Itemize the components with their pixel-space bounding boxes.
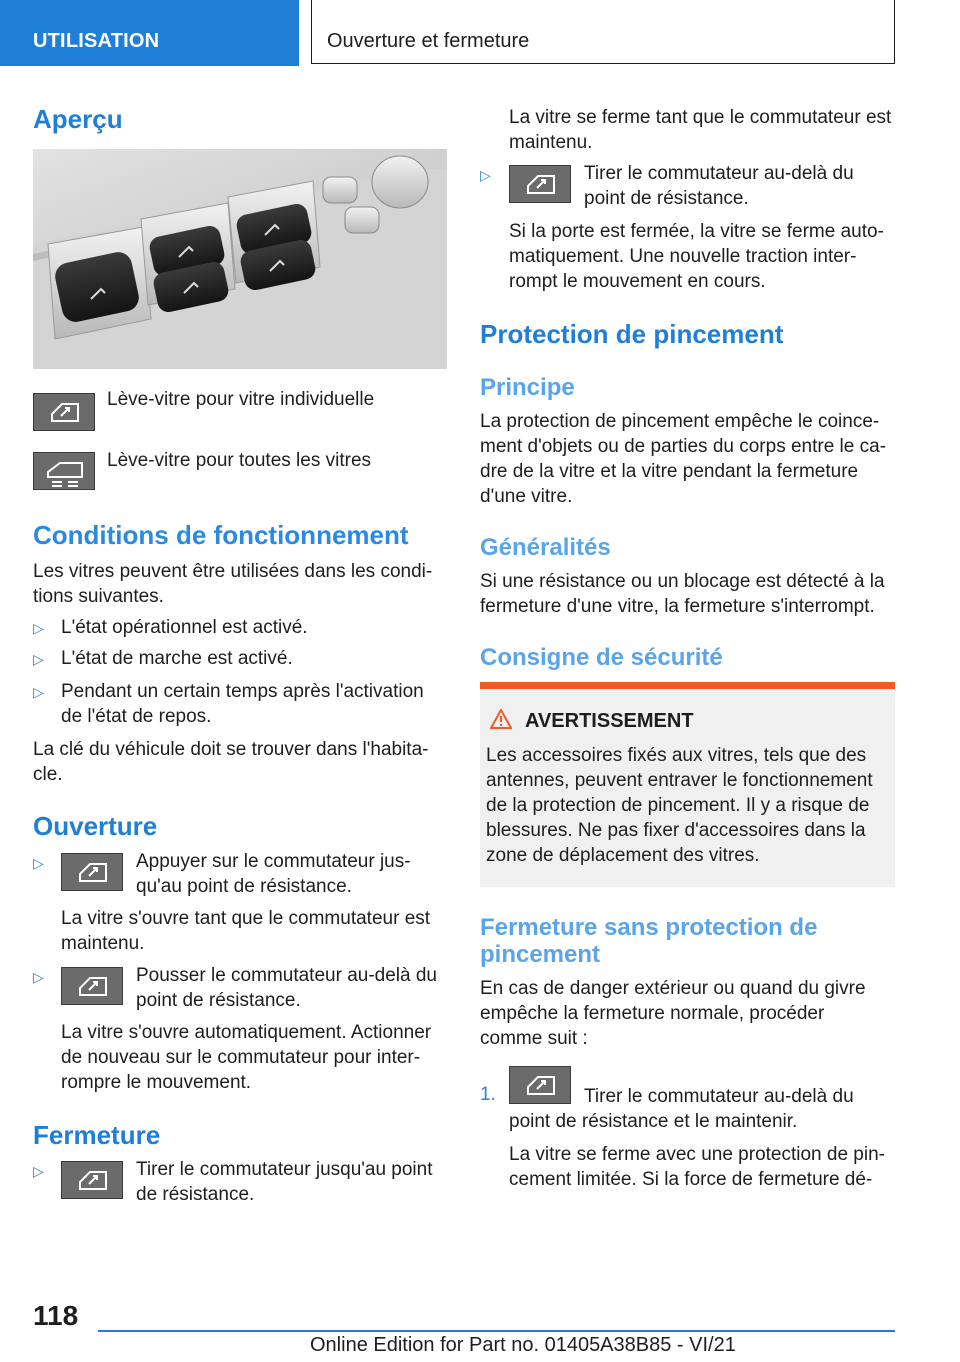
all-windows-switch-icon xyxy=(33,452,95,490)
fermeture-heading: Fermeture xyxy=(33,1120,161,1150)
window-open-switch-icon xyxy=(61,853,123,891)
step1-text-second: point de résistance et le maintenir. xyxy=(509,1111,798,1132)
text-line: qu'au point de résistance. xyxy=(136,876,352,897)
conditions-item xyxy=(61,679,424,729)
text-line: La vitre s'ouvre tant que le commutateur est xyxy=(61,908,431,929)
bullet-triangle-icon: ▷ xyxy=(33,969,44,985)
text-line: maintenu. xyxy=(509,132,593,153)
text-line: d'une vitre. xyxy=(480,486,573,507)
heading-line: pincement xyxy=(480,941,601,968)
principe-heading: Principe xyxy=(480,374,575,401)
ouverture-item-text xyxy=(136,963,437,1013)
header-section-tab xyxy=(0,0,299,66)
text-line: Pousser le commutateur au-delà du xyxy=(136,965,437,986)
text-line: rompre le mouvement. xyxy=(61,1072,252,1093)
bullet-triangle-icon: ▷ xyxy=(480,167,491,183)
step1-text-first: Tirer le commutateur au-delà du xyxy=(584,1086,854,1107)
step1-sub xyxy=(509,1142,885,1192)
ouverture-item-sub xyxy=(61,1020,431,1095)
text-line: La vitre s'ouvre automatiquement. Actionner xyxy=(61,1022,432,1043)
text-line: En cas de danger extérieur ou quand du givre xyxy=(480,978,866,999)
consigne-heading: Consigne de sécurité xyxy=(480,644,723,671)
bullet-triangle-icon: ▷ xyxy=(33,855,44,871)
generalites-text xyxy=(480,569,885,619)
text-line: Les accessoires fixés aux vitres, tels que des xyxy=(486,745,867,766)
text-line: Les vitres peuvent être utilisées dans les condi- xyxy=(33,561,433,582)
text-line: de la protection de pincement. Il y a risque de xyxy=(486,795,870,816)
text-line: empêche la fermeture normale, procéder xyxy=(480,1003,825,1024)
text-line: Tirer le commutateur au-delà du xyxy=(584,163,854,184)
text-line: La protection de pincement empêche le coince- xyxy=(480,411,880,432)
window-close-auto-switch-icon xyxy=(509,165,571,203)
header-topic-label: Ouverture et fermeture xyxy=(327,30,530,52)
single-window-switch-icon xyxy=(33,393,95,431)
text-line: ment d'objets ou de parties du corps entre le ca- xyxy=(480,436,887,457)
text-line: Tirer le commutateur jusqu'au point xyxy=(136,1159,433,1180)
bullet-triangle-icon: ▷ xyxy=(33,651,44,667)
window-close-hold-switch-icon xyxy=(509,1066,571,1104)
text-line: de nouveau sur le commutateur pour inter- xyxy=(61,1047,421,1068)
text-line: zone de déplacement des vitres. xyxy=(486,845,760,866)
footer-divider xyxy=(98,1330,895,1332)
conditions-item: L'état opérationnel est activé. xyxy=(61,617,308,638)
bullet-triangle-icon: ▷ xyxy=(33,620,44,636)
principe-text xyxy=(480,409,886,509)
page-number: 118 xyxy=(33,1300,79,1331)
text-line: point de résistance. xyxy=(136,990,301,1011)
fermeture-item2-text xyxy=(584,161,854,211)
generalites-heading: Généralités xyxy=(480,534,611,561)
text-line: cement limitée. Si la force de fermeture dé- xyxy=(509,1169,873,1190)
heading-line: Fermeture sans protection de xyxy=(480,914,818,941)
header-topic-box xyxy=(311,0,895,64)
fermeture-item2-sub xyxy=(509,219,884,294)
text-line: de résistance. xyxy=(136,1184,255,1205)
conditions-outro xyxy=(33,737,428,787)
ouverture-item-text xyxy=(136,849,411,899)
legend-all-text: Lève-vitre pour toutes les vitres xyxy=(107,450,372,471)
text-line: comme suit : xyxy=(480,1028,588,1049)
conditions-heading: Conditions de fonctionnement xyxy=(33,520,409,550)
warning-title: AVERTISSEMENT xyxy=(525,710,694,732)
conditions-intro xyxy=(33,559,432,609)
text-line: de l'état de repos. xyxy=(61,706,212,727)
step-number: 1. xyxy=(480,1084,496,1105)
warning-bar xyxy=(480,682,895,689)
window-open-auto-switch-icon xyxy=(61,967,123,1005)
text-line: matiquement. Une nouvelle traction inter- xyxy=(509,246,857,267)
warning-box xyxy=(480,682,895,887)
protection-heading: Protection de pincement xyxy=(480,319,784,349)
text-line: dre de la vitre et la vitre pendant la fermeture xyxy=(480,461,859,482)
window-switch-illustration xyxy=(33,149,447,369)
fermeture-cont-text xyxy=(509,105,891,155)
legend-single-text: Lève-vitre pour vitre individuelle xyxy=(107,389,375,410)
text-line: La vitre se ferme avec une protection de pin- xyxy=(509,1144,885,1165)
text-line: La vitre se ferme tant que le commutateur est xyxy=(509,107,892,128)
text-line: fermeture d'une vitre, la fermeture s'interrompt. xyxy=(480,596,875,617)
fermeture-item-text xyxy=(136,1157,433,1207)
conditions-item: L'état de marche est activé. xyxy=(61,648,293,669)
text-line: maintenu. xyxy=(61,933,145,954)
text-line: tions suivantes. xyxy=(33,586,164,607)
text-line: cle. xyxy=(33,764,63,785)
text-line: La clé du véhicule doit se trouver dans l'habita- xyxy=(33,739,429,760)
sans-protection-text xyxy=(480,976,866,1051)
bullet-triangle-icon: ▷ xyxy=(33,684,44,700)
sans-protection-heading xyxy=(480,914,817,968)
window-close-switch-icon xyxy=(61,1161,123,1199)
ouverture-item-sub xyxy=(61,906,430,956)
warning-text xyxy=(486,743,873,868)
bullet-triangle-icon: ▷ xyxy=(33,1163,44,1179)
ouverture-heading: Ouverture xyxy=(33,811,158,841)
text-line: Si une résistance ou un blocage est détecté à la xyxy=(480,571,885,592)
window-switch-photo xyxy=(33,149,447,369)
text-line: point de résistance. xyxy=(584,188,749,209)
text-line: blessures. Ne pas fixer d'accessoires dans la xyxy=(486,820,866,841)
text-line: Appuyer sur le commutateur jus- xyxy=(136,851,411,872)
text-line: antennes, peuvent entraver le fonctionnement xyxy=(486,770,873,791)
header-section-label: UTILISATION xyxy=(33,30,160,52)
footer-edition: Online Edition for Part no. 01405A38B85 - VI/21 xyxy=(310,1334,736,1356)
text-line: rompt le mouvement en cours. xyxy=(509,271,766,292)
text-line: Si la porte est fermée, la vitre se ferme auto- xyxy=(509,221,884,242)
warning-triangle-icon xyxy=(490,709,512,729)
text-line: Pendant un certain temps après l'activation xyxy=(61,681,424,702)
apercu-heading: Aperçu xyxy=(33,104,123,134)
